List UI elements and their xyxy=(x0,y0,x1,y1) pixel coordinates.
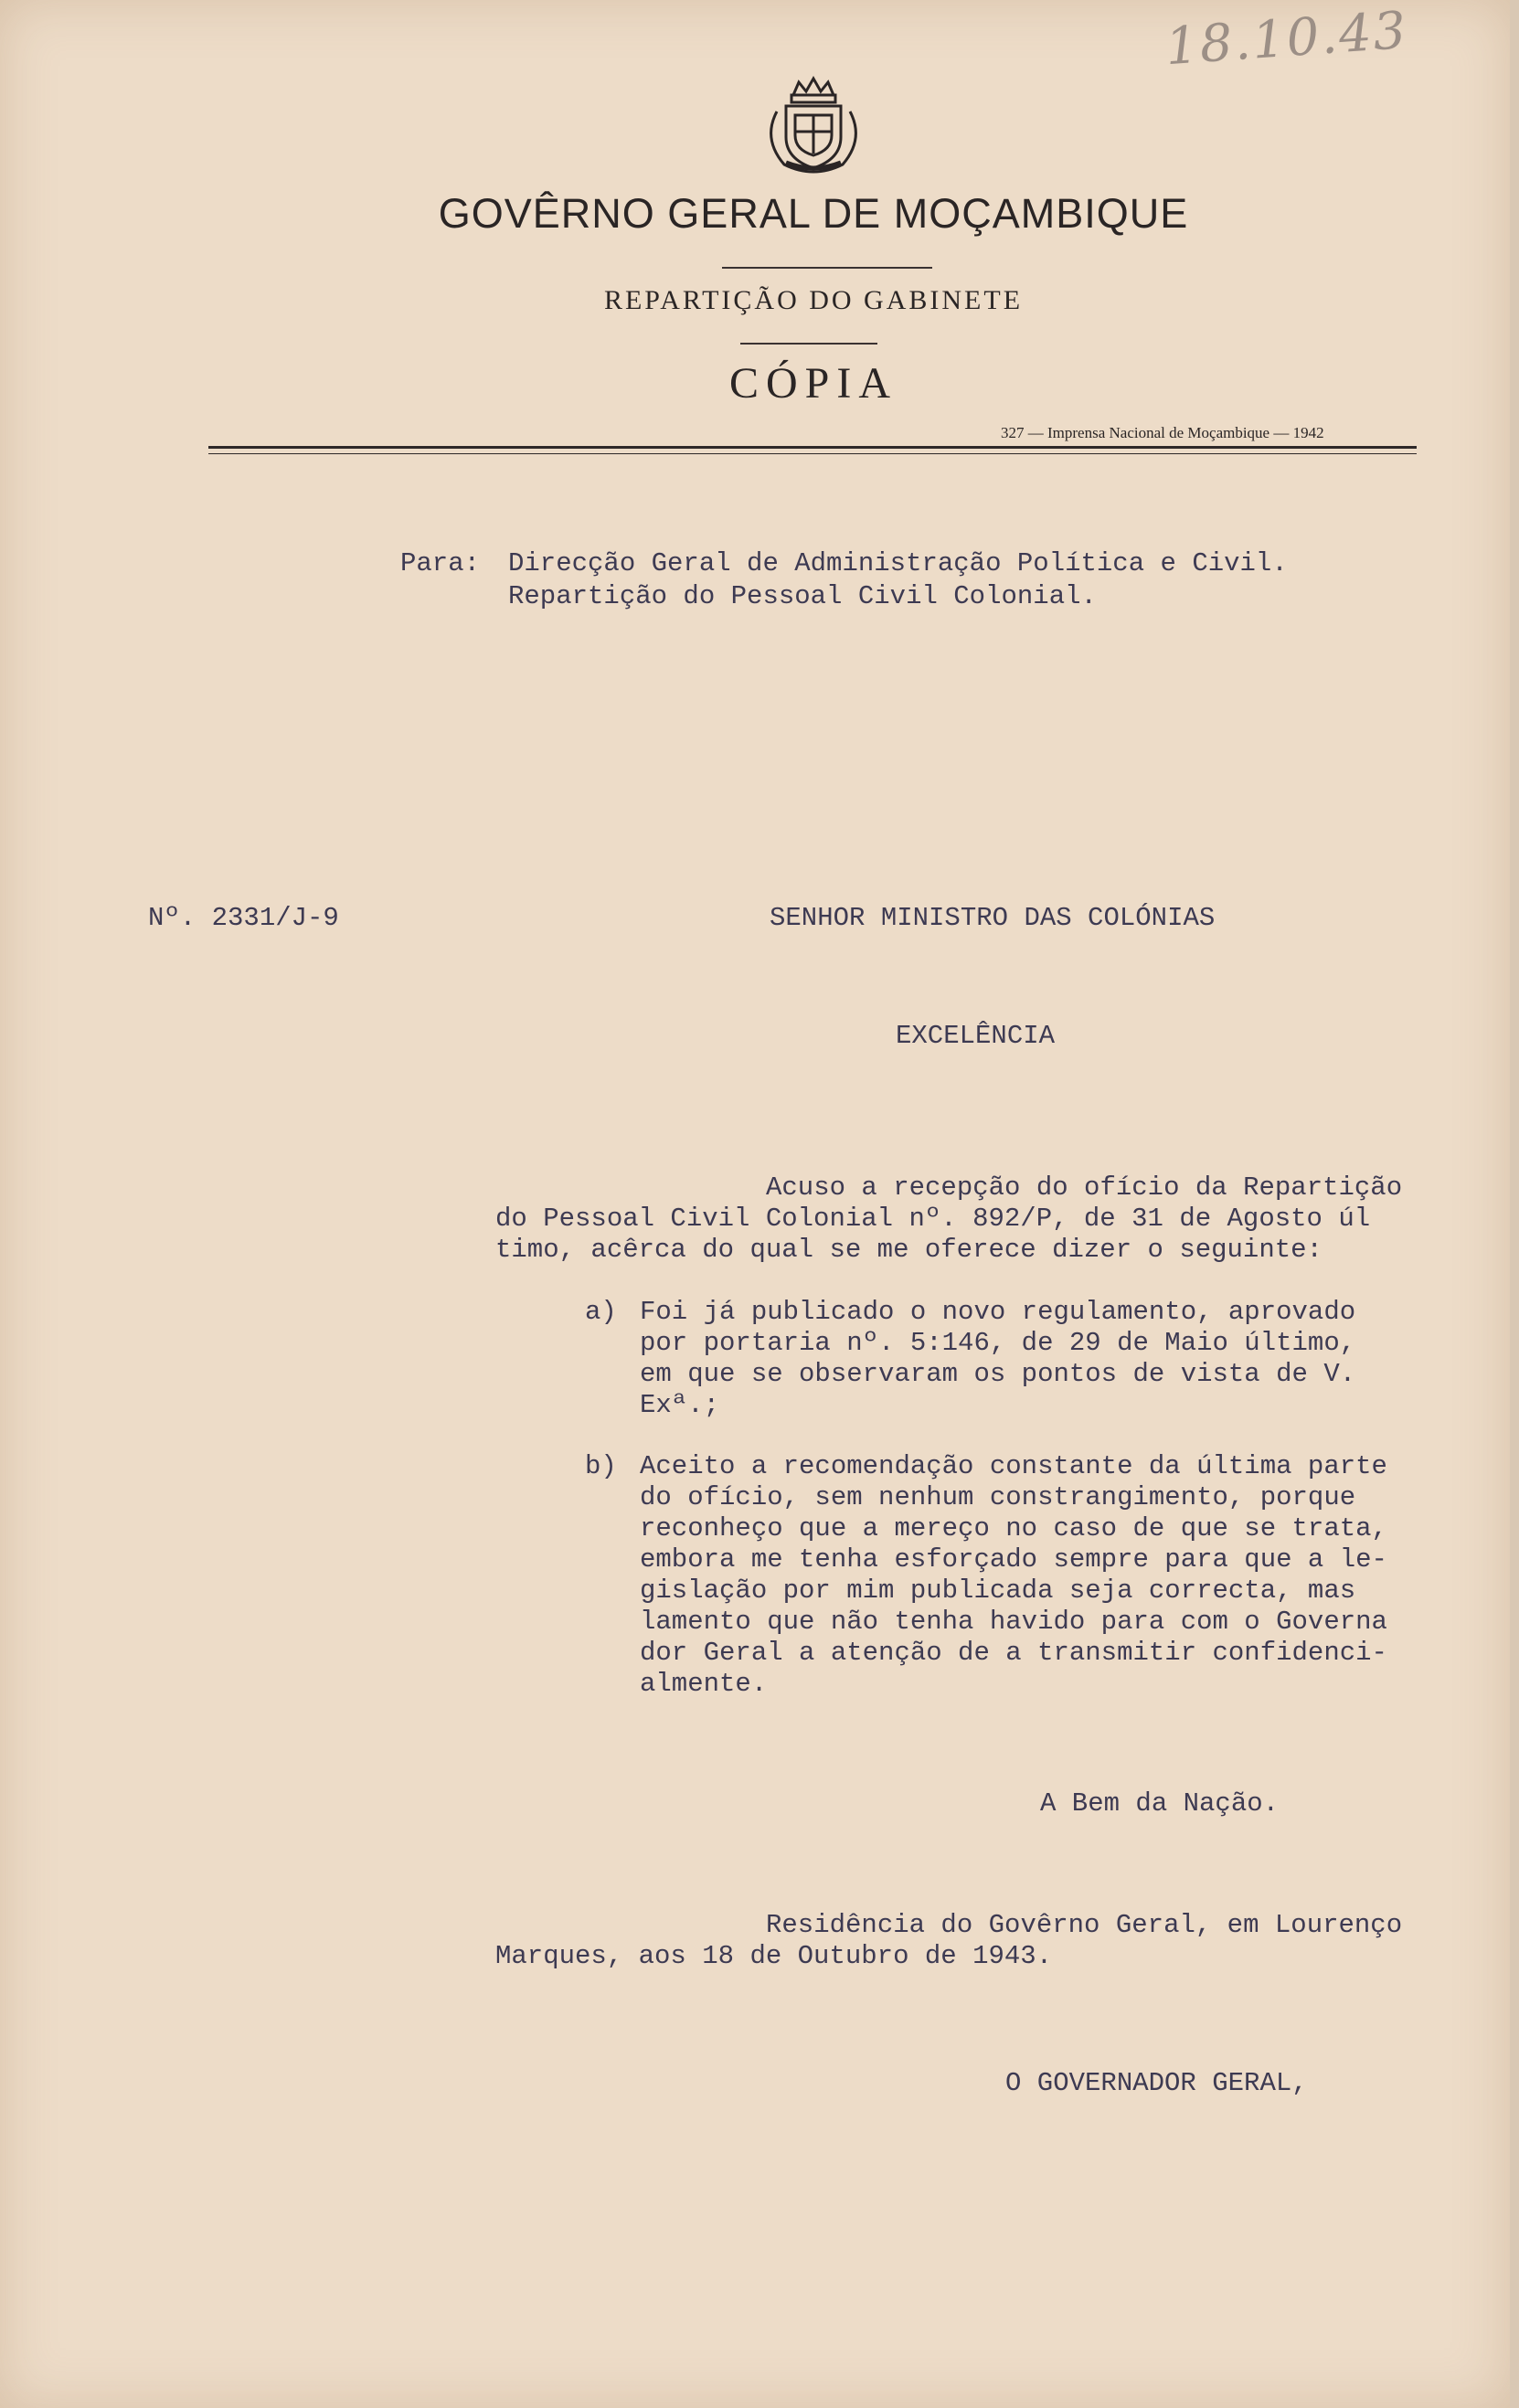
signature-title: O GOVERNADOR GERAL, xyxy=(1005,2068,1308,2098)
item-line: do ofício, sem nenhum constrangimento, porque xyxy=(640,1482,1356,1512)
item-line: Exª.; xyxy=(640,1390,720,1420)
addressee-line: Repartição do Pessoal Civil Colonial. xyxy=(508,581,1097,611)
item-line: lamento que não tenha havido para com o Governa xyxy=(640,1607,1387,1637)
copy-label: CÓPIA xyxy=(728,359,898,408)
header-rule xyxy=(208,446,1417,449)
item-line: reconheço que a mereço no caso de que se trata, xyxy=(640,1513,1387,1543)
item-line: Aceito a recomendação constante da última parte xyxy=(640,1451,1387,1481)
place-date-line: Residência do Govêrno Geral, em Lourenço xyxy=(766,1910,1403,1940)
addressee-label: Para: xyxy=(400,548,481,578)
item-marker: b) xyxy=(585,1451,617,1481)
header-rule xyxy=(208,453,1417,454)
department-subtitle: REPARTIÇÃO DO GABINETE xyxy=(603,285,1024,315)
reference-number: Nº. 2331/J-9 xyxy=(148,903,339,933)
scan-edge xyxy=(1510,0,1519,2408)
place-date-line: Marques, aos 18 de Outubro de 1943. xyxy=(495,1941,1053,1971)
addressee-line: Direcção Geral de Administração Política e Civil. xyxy=(508,548,1288,578)
item-line: em que se observaram os pontos de vista de V. xyxy=(640,1359,1356,1389)
closing-formula: A Bem da Nação. xyxy=(1040,1788,1280,1819)
body-line: do Pessoal Civil Colonial nº. 892/P, de 31 de Agosto úl xyxy=(495,1204,1371,1234)
imprint-line: 327 — Imprensa Nacional de Moçambique — 1942 xyxy=(1001,424,1324,441)
salutation: EXCELÊNCIA xyxy=(896,1021,1056,1051)
body-line: timo, acêrca do qual se me oferece dizer o seguinte: xyxy=(495,1235,1322,1265)
divider xyxy=(740,343,877,345)
item-marker: a) xyxy=(585,1297,617,1327)
coat-of-arms-icon xyxy=(759,75,868,175)
recipient: SENHOR MINISTRO DAS COLÓNIAS xyxy=(770,903,1216,933)
body-line: Acuso a recepção do ofício da Repartição xyxy=(766,1172,1403,1203)
handwritten-date: 18.10.43 xyxy=(1163,0,1410,78)
government-title: GOVÊRNO GERAL DE MOÇAMBIQUE xyxy=(438,190,1189,237)
item-line: Foi já publicado o novo regulamento, aprovado xyxy=(640,1297,1356,1327)
item-line: almente. xyxy=(640,1669,768,1699)
item-line: por portaria nº. 5:146, de 29 de Maio último, xyxy=(640,1328,1356,1358)
item-line: gislação por mim publicada seja correcta, mas xyxy=(640,1575,1356,1606)
item-line: embora me tenha esforçado sempre para que a le- xyxy=(640,1544,1387,1575)
item-line: dor Geral a atenção de a transmitir confidenci- xyxy=(640,1638,1387,1668)
divider xyxy=(722,267,932,269)
